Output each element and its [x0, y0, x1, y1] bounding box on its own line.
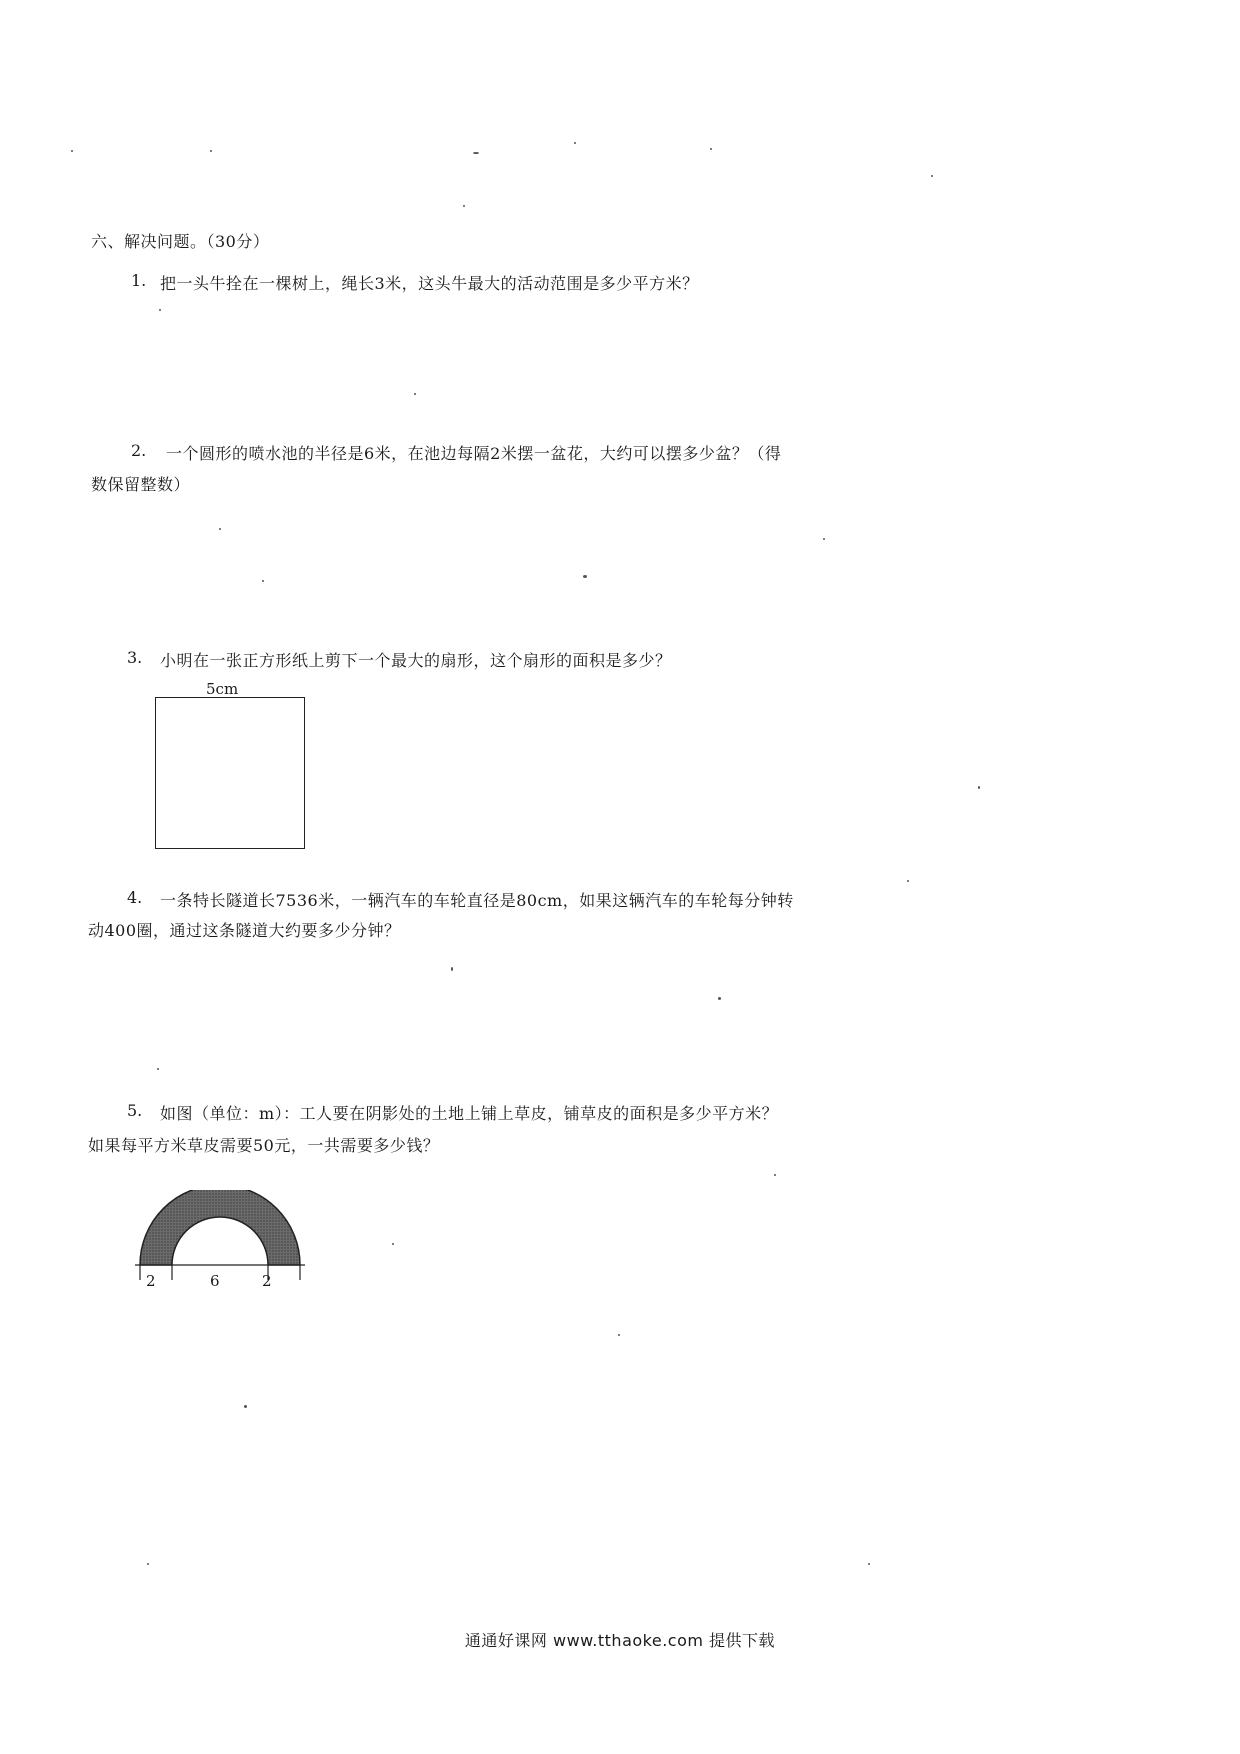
- scan-speck: [147, 1563, 149, 1565]
- scan-speck: [868, 1563, 870, 1565]
- question-1-number: 1.: [131, 271, 147, 290]
- shaded-ring: [140, 1190, 300, 1265]
- scan-speck: [618, 1334, 620, 1336]
- scan-speck: [907, 880, 909, 882]
- scan-speck: [978, 786, 980, 789]
- ring-width-label-left: 2: [146, 1272, 156, 1290]
- question-3-number: 3.: [127, 648, 143, 667]
- scan-speck: [244, 1405, 247, 1408]
- scan-speck: [392, 1243, 394, 1245]
- question-4-number: 4.: [127, 888, 143, 907]
- scan-speck: [774, 1174, 776, 1176]
- section-title: 六、解决问题。（30分）: [91, 232, 270, 251]
- question-2-text-line1: 一个圆形的喷水池的半径是6米，在池边每隔2米摆一盆花，大约可以摆多少盆？（得: [166, 444, 782, 463]
- scan-speck: [583, 575, 587, 578]
- scan-speck: [451, 967, 453, 971]
- question-4-text-line2: 动400圈，通过这条隧道大约要多少分钟？: [88, 921, 401, 940]
- footer-source: 通通好课网 www.tthaoke.com 提供下载: [464, 1631, 776, 1650]
- square-figure: [155, 697, 305, 849]
- question-2-text-line2: 数保留整数）: [91, 475, 191, 494]
- question-1-text: 把一头牛拴在一棵树上，绳长3米，这头牛最大的活动范围是多少平方米？: [160, 274, 699, 293]
- scan-speck: [718, 997, 721, 1000]
- scan-speck: [210, 150, 212, 152]
- scan-speck: [414, 393, 416, 395]
- ring-width-label-right: 2: [262, 1272, 272, 1290]
- scan-speck: [710, 148, 712, 150]
- scan-speck: [463, 205, 465, 207]
- question-5-text-line2: 如果每平方米草皮需要50元，一共需要多少钱？: [88, 1136, 440, 1155]
- scan-speck: [473, 152, 479, 154]
- square-side-label: 5cm: [206, 680, 239, 698]
- question-5-text-line1: 如图（单位：m）：工人要在阴影处的土地上铺上草皮，铺草皮的面积是多少平方米？: [160, 1104, 779, 1123]
- question-4-text-line1: 一条特长隧道长7536米，一辆汽车的车轮直径是80cm，如果这辆汽车的车轮每分钟转: [160, 891, 794, 910]
- scan-speck: [931, 175, 933, 177]
- scan-speck: [262, 580, 264, 582]
- question-3-text: 小明在一张正方形纸上剪下一个最大的扇形，这个扇形的面积是多少？: [160, 651, 672, 670]
- scan-speck: [71, 150, 73, 152]
- question-5-number: 5.: [127, 1101, 143, 1120]
- question-2-number: 2.: [131, 441, 147, 460]
- inner-diameter-label: 6: [210, 1272, 220, 1290]
- scan-speck: [574, 142, 576, 144]
- scan-speck: [157, 1068, 159, 1070]
- scan-speck: [823, 538, 825, 540]
- scan-speck: [159, 309, 161, 311]
- scan-speck: [219, 528, 221, 530]
